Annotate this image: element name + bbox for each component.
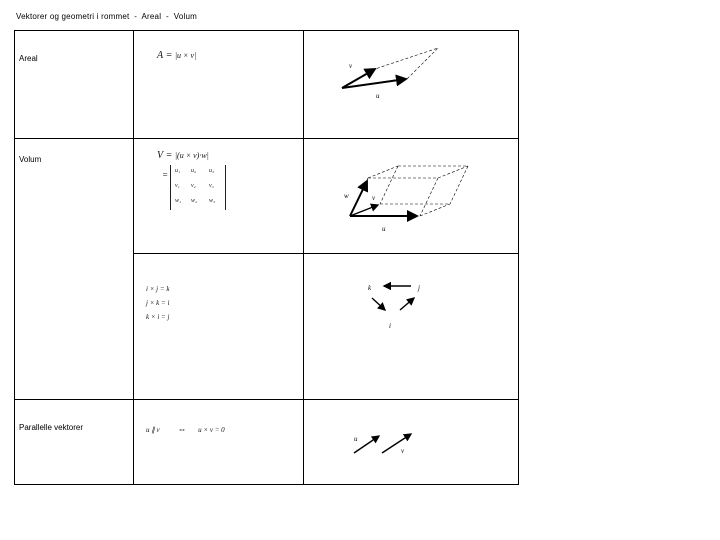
parallel-vector-u [354, 436, 379, 453]
volume-label-v: v [372, 194, 376, 202]
det-v3: v₃ [209, 183, 214, 189]
det-w2: w₂ [191, 198, 198, 204]
row-label-volum: Volum [19, 155, 42, 164]
volume-label-w: w [344, 192, 349, 200]
cycle-arrow-k-to-i [372, 298, 385, 310]
area-expr: |u × v| [174, 51, 197, 60]
area-label-v: v [349, 62, 353, 70]
area-eq: = [165, 50, 173, 61]
volume-eq: = [165, 150, 173, 161]
row-divider-2 [133, 253, 518, 254]
area-lhs: A [157, 50, 164, 61]
row-divider-1 [15, 138, 518, 139]
det-w1: w₁ [175, 198, 182, 204]
volume-label-u: u [382, 225, 386, 233]
det-u3: u₃ [209, 168, 215, 174]
volume-determinant [170, 165, 226, 210]
det-w3: w₃ [209, 198, 216, 204]
det-u2: u₂ [191, 168, 197, 174]
parallel-label-u: u [354, 435, 358, 443]
det-v2: v₂ [191, 183, 196, 189]
row-divider-3 [15, 399, 518, 400]
volume-parallelepiped-figure [340, 158, 500, 240]
unit-cross-formulas [146, 282, 169, 324]
area-label-u: u [376, 92, 380, 100]
volume-lhs: V [157, 150, 164, 161]
page-title: Vektorer og geometri i rommet - Areal - Volum [16, 12, 197, 21]
area-parallelogram-figure [330, 40, 450, 105]
area-formula [157, 50, 196, 61]
cycle-label-i: i [389, 322, 391, 330]
parallel-vectors-figure [345, 425, 425, 465]
parallel-iff: ⇔ [177, 424, 187, 434]
cycle-label-k: k [368, 284, 372, 292]
volume-expr: |(u × v)·w| [174, 151, 209, 160]
det-v1: v₁ [175, 183, 180, 189]
parallel-label-v: v [401, 447, 405, 455]
cycle-label-j: j [418, 284, 420, 292]
volume-formula [157, 150, 209, 161]
parallel-lhs: u ∥ v [146, 426, 160, 434]
parallel-vector-v [382, 434, 411, 453]
cycle-arrow-i-to-j [400, 298, 414, 310]
column-divider-2 [303, 31, 304, 484]
cross-ij: i × j = k [146, 285, 170, 293]
cross-ki: k × i = j [146, 313, 170, 321]
parallel-formula [146, 424, 225, 434]
row-label-parallelle: Parallelle vektorer [19, 423, 84, 432]
column-divider-1 [133, 31, 134, 484]
det-u1: u₁ [175, 168, 181, 174]
parallel-rhs: u × v = 0 [198, 426, 225, 434]
volume-eq2: = [162, 170, 169, 180]
cross-jk: j × k = i [146, 299, 170, 307]
row-label-areal: Areal [19, 54, 38, 63]
unit-vector-cycle-figure [355, 272, 435, 336]
